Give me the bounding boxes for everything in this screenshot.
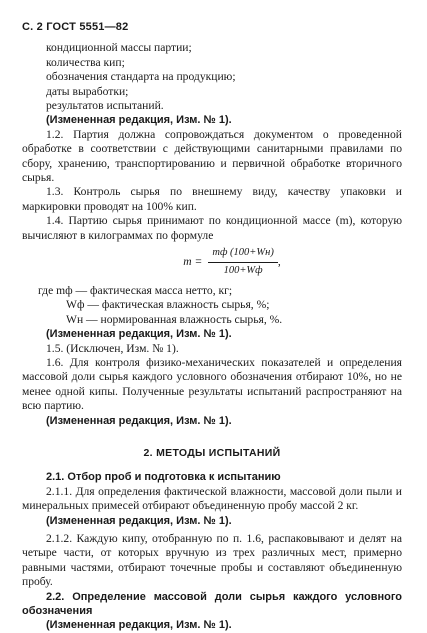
- document-page: [22, 20, 402, 633]
- formula-tail: ,: [277, 254, 281, 268]
- revision-note: (Измененная редакция, Изм. № 1).: [46, 114, 232, 127]
- list-item: даты выработки;: [46, 84, 129, 98]
- where-line: Wф — фактическая влажность сырья, %;: [66, 298, 270, 312]
- formula: [62, 246, 402, 278]
- paragraph-2-1-1: 2.1.1. Для определения фактической влажности, массовой доли пыли и минеральных примесей отбирают объединенную пробу массой 2 кг.: [22, 484, 402, 513]
- formula-fraction: [208, 246, 277, 278]
- where-line: Wн — нормированная влажность сырья, %.: [66, 312, 283, 326]
- list-item: результатов испытаний.: [46, 99, 164, 113]
- revision-note: (Измененная редакция, Изм. № 1).: [46, 414, 232, 427]
- where-line: где mф — фактическая масса нетто, кг;: [38, 283, 233, 297]
- subsection-2-2: 2.2. Определение массовой доли сырья каждого условного обозначения: [22, 590, 402, 618]
- paragraph-1-2: 1.2. Партия должна сопровождаться документом о проведенной обработке в соответствии с действующими санитарными правилами по сбору, хранению, транспортированию и первичной обработке вторичного сырья.: [22, 127, 402, 185]
- subsection-2-1: 2.1. Отбор проб и подготовка к испытанию: [46, 471, 281, 484]
- paragraph-1-4: 1.4. Партию сырья принимают по кондиционной массе (m), которую вычисляют в килограммах по формуле: [22, 214, 402, 242]
- paragraph-2-1-2: 2.1.2. Каждую кипу, отобранную по п. 1.6, распаковывают и делят на четыре части, от которых вручную из трех различных мест, примерно равными частями, отбирают точечные пробы и составляют объединенную пробу.: [22, 532, 402, 589]
- paragraph-1-5: 1.5. (Исключен, Изм. № 1).: [46, 341, 179, 355]
- revision-note: (Измененная редакция, Изм. № 1).: [46, 328, 232, 341]
- page-header: С. 2 ГОСТ 5551—82: [22, 21, 129, 33]
- section-title: 2. МЕТОДЫ ИСПЫТАНИЙ: [143, 446, 281, 459]
- formula-numerator: mф (100+Wн): [208, 246, 277, 262]
- formula-lhs: m =: [183, 254, 203, 268]
- revision-note: (Измененная редакция, Изм. № 1).: [46, 514, 232, 527]
- list-item: количества кип;: [46, 55, 125, 69]
- formula-denominator: 100+Wф: [223, 264, 263, 276]
- label-contents-list: [22, 41, 402, 113]
- paragraph-1-3: 1.3. Контроль сырья по внешнему виду, качеству упаковки и маркировки проводят на 100% кип.: [22, 185, 402, 213]
- list-item: обозначения стандарта на продукцию;: [46, 70, 236, 84]
- revision-note: (Измененная редакция, Изм. № 1).: [46, 619, 232, 632]
- list-item: кондиционной массы партии;: [46, 41, 192, 55]
- paragraph-1-6: 1.6. Для контроля физико-механических показателей и определения массовой доли сырья каждого условного обозначения отбирают 10%, но не менее одной кипы. Полученные результаты испытаний распространяют на всю партию.: [22, 355, 402, 413]
- where-block: [22, 284, 402, 327]
